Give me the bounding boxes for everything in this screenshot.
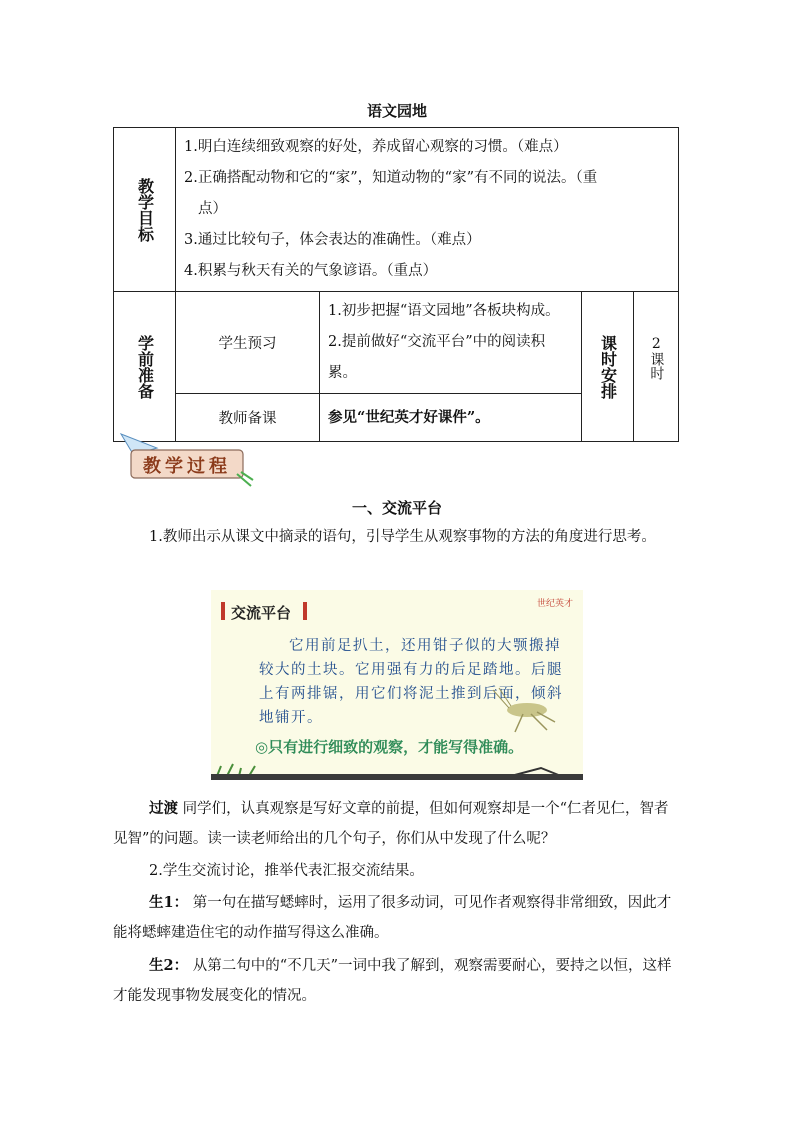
schedule-label: 课时安排 [598,334,618,399]
student-2-text: 从第二句中的“不几天”一词中我了解到，观察需要耐心，要持之以恒，这样才能发现事物发展变化的情况。 [113,958,672,1004]
student-1-answer [113,888,678,948]
goals-label: 教学目标 [135,177,155,242]
schedule-value-cell [634,292,679,442]
preview-item: 2.提前做好“交流平台”中的阅读积 [328,334,546,350]
student-2-answer [113,951,678,1011]
image-text: 它用前足扒土，还用钳子似的大颚搬掉较大的土块。它用强有力的后足踏地。后腿上有两排锯，用它们将泥土推到后面，倾斜地铺开。 [259,638,563,726]
goal-item: 3.通过比较句子，体会表达的准确性。（难点） [184,232,481,248]
step-2: 2.学生交流讨论，推举代表汇报交流结果。 [149,863,424,879]
goal-item: 4.积累与秋天有关的气象谚语。（重点） [184,263,438,279]
goal-item: 1.明白连续细致观察的好处，养成留心观察的习惯。（难点） [184,139,568,155]
student-2-label: 生2： [149,957,189,974]
lesson-plan-table [113,127,679,442]
goals-cell [176,128,679,292]
transition-text: 同学们，认真观察是写好文章的前提，但如何观察却是一个“仁者见仁，智者见智”的问题。读一读老师给出的几个句子，你们从中发现了什么呢？ [113,801,669,847]
student-preview-label: 学生预习 [176,292,320,394]
brand-logo: 世纪英才 [536,599,573,609]
student-1-label: 生1： [149,894,189,911]
accent-bar [303,602,307,620]
accent-bar [221,602,225,620]
preview-item: 累。 [328,365,357,381]
page-title: 语文园地 [366,102,427,120]
exchange-platform-image [211,590,583,780]
transition-label: 过渡 [149,800,178,817]
section-title: 一、交流平台 [351,499,442,517]
ground-line [211,774,583,780]
prep-label: 学前准备 [135,334,155,399]
goal-item: 点） [198,201,227,217]
schedule-label-cell [582,292,634,442]
cricket-icon [491,686,561,736]
teaching-process-banner [117,430,257,490]
step-1: 1.教师出示从课文中摘录的语句，引导学生从观察事物的方法的角度进行思考。 [149,529,656,545]
image-note: ◎只有进行细致的观察，才能写得准确。 [255,738,524,756]
teacher-prep-label: 教师备课 [176,394,320,442]
prep-label-cell [114,292,176,442]
goals-label-cell [114,128,176,292]
transition-paragraph [113,794,678,854]
teacher-prep-text: 参见“世纪英才好课件”。 [320,394,582,442]
student-1-text: 第一句在描写蟋蟀时，运用了很多动词，可见作者观察得非常细致，因此才能将蟋蟀建造住宅的动作描写得这么准确。 [113,895,672,941]
image-heading: 交流平台 [231,604,292,622]
banner-text: 教学过程 [143,456,231,477]
preview-item: 1.初步把握“语文园地”各板块构成。 [328,303,560,319]
schedule-value: 2课时 [648,336,665,380]
goal-item: 2.正确搭配动物和它的“家”，知道动物的“家”有不同的说法。（重 [184,170,598,186]
student-preview-cell [320,292,582,394]
